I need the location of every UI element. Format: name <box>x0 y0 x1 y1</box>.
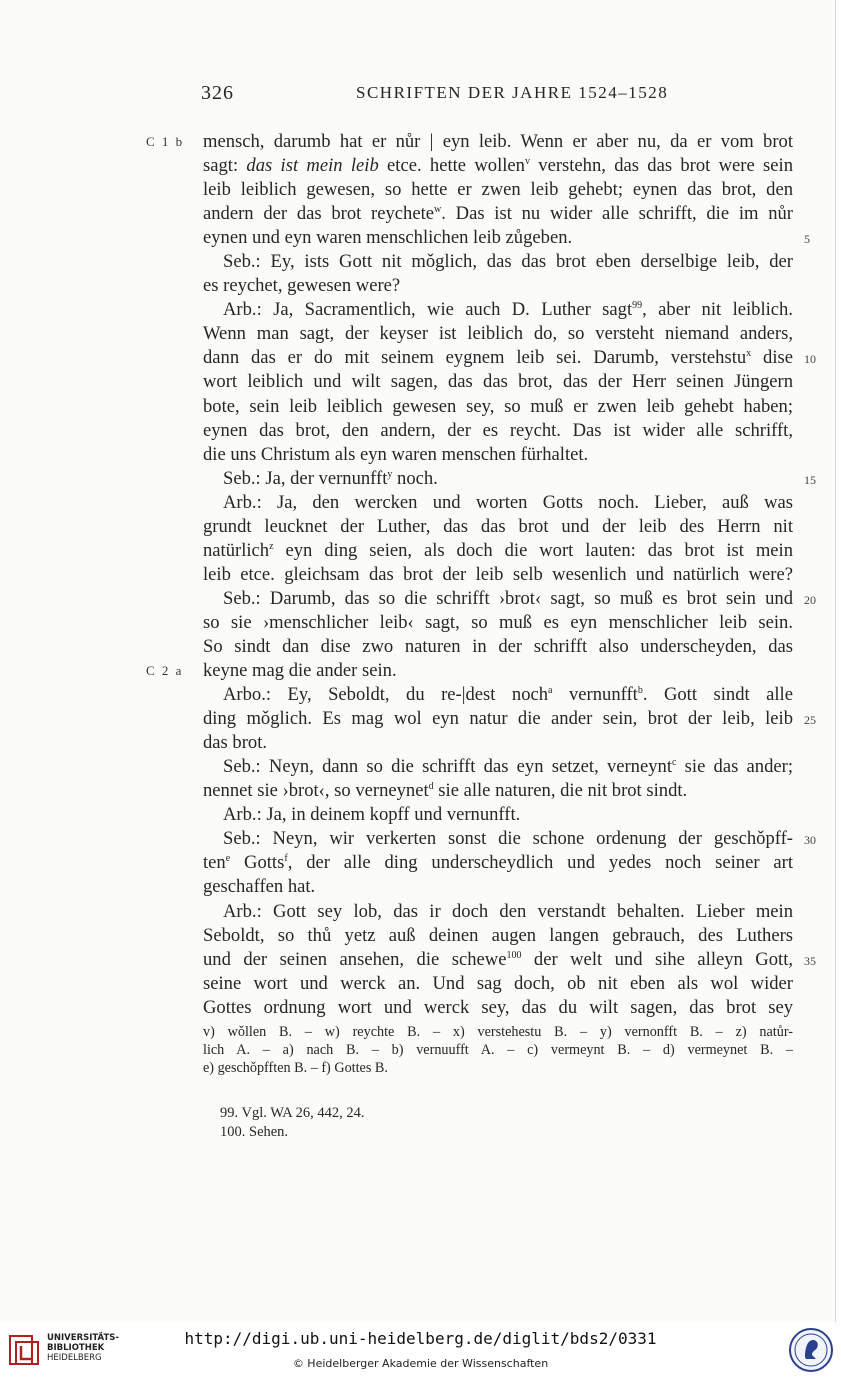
apparatus-line: e) geschǒpfften B. – f) Gottes B. <box>203 1060 388 1076</box>
text-line: die uns Christum als eyn waren menschen fürhaltet. <box>203 443 589 465</box>
line-number: 35 <box>804 953 816 968</box>
text-line: grundt leucknet der Luther, das das brot und der leib des Herrn nit <box>203 515 793 537</box>
signature-mark: C 1 b <box>146 134 185 149</box>
text-line: nennet sie ›brot‹, so verneynet$^d$ sie alle naturen, die nit brot sindt. <box>203 780 688 802</box>
text-line: Arb.: Gott sey lob, das ir doch den verstandt behalten. Lieber mein <box>223 900 793 922</box>
footnote: 100. Sehen. <box>220 1124 289 1140</box>
copyright-notice: © Heidelberger Akademie der Wissenschaften <box>292 1357 549 1370</box>
text-line: Arb.: Ja, in deinem kopff und vernunfft. <box>223 804 521 826</box>
critical-apparatus <box>203 1023 793 1077</box>
text-line: Arb.: Ja, Sacramentlich, wie auch D. Luther sagt$^{99}$, aber nit leiblich. <box>223 299 793 321</box>
signature-mark: C 2 a <box>146 663 184 679</box>
text-line: ten$^e$ Gotts$^f$, der alle ding underscheydlich und yedes noch seiner art <box>203 852 793 874</box>
text-line: dann das er do mit seinem eygnem leib sei. Darumb, verstehstu$^x$ dise <box>203 347 793 369</box>
text-line: Gottes ordnung wort und werck sey, das du wilt sagen, das brot sey <box>203 996 793 1018</box>
line-number: 25 <box>804 713 816 728</box>
text-line: eynen und eyn waren menschlichen leib zůgeben. <box>203 227 573 249</box>
text-line: und der seinen ansehen, die schewe$^{100}$ der welt und sihe alleyn Gott, <box>203 948 794 970</box>
text-line: Wenn man sagt, der keyser ist leiblich do, so versteht niemand anders, <box>203 323 793 345</box>
text-line: ding mǒglich. Es mag wol eyn natur die ander sein, brot der leib, leib <box>203 708 793 730</box>
text-line: natürlich$^z$ eyn ding seien, als doch die wort lauten: das brot ist mein <box>203 539 793 561</box>
line-number: 20 <box>804 592 816 607</box>
text-line: leib leiblich gewesen, so hette er zwen leib gehebt; eynen das brot, den <box>203 179 793 201</box>
page-number: 326 <box>201 82 234 104</box>
academy-seal-icon[interactable] <box>788 1327 834 1373</box>
text-line: mensch, darumb hat er nůr | eyn leib. Wenn er aber nu, da er vom brot <box>203 131 793 152</box>
text-line: keyne mag die ander sein. <box>203 660 397 682</box>
digital-copy-url[interactable]: http://digi.ub.uni-heidelberg.de/diglit/bds2/0331 <box>184 1329 657 1348</box>
text-line: wort leiblich und wilt sagen, das das brot, das der Herr seinen Jüngern <box>203 371 793 393</box>
text-line: Arb.: Ja, den wercken und worten Gotts noch. Lieber, auß was <box>223 491 793 513</box>
text-line: andern der das brot reychete$^w$. Das ist nu wider alle schrifft, die im nůr <box>203 203 793 225</box>
running-head <box>0 82 835 112</box>
text-line: geschaffen hat. <box>203 876 316 898</box>
text-line: bote, sein leib leiblich gewesen sey, so muß er zwen leib gehebt haben; <box>203 395 793 417</box>
digitization-footer <box>0 1322 841 1379</box>
line-number: 30 <box>804 833 816 848</box>
line-number: 5 <box>804 232 810 247</box>
footnotes <box>220 1104 364 1142</box>
text-line: so sie ›menschlicher leib‹ sagt, so muß es eyn menschlicher leib sein. <box>203 611 793 633</box>
text-line: sagt: das ist mein leib etce. hette wollen$^v$ verstehn, das das brot were sein <box>203 155 793 177</box>
line-number: 15 <box>804 472 816 487</box>
library-name[interactable]: UNIVERSITÄTS- BIBLIOTHEK HEIDELBERG <box>47 1333 119 1363</box>
text-line: So sindt dan dise zwo naturen in der schrifft also underscheyden, das <box>203 635 793 657</box>
text-line: seine wort und werck an. Und sag doch, ob nit eben als wol wider <box>203 972 793 994</box>
text-line: eynen das brot, den andern, der es reycht. Das ist wider alle schrifft, <box>203 419 793 441</box>
line-number: 10 <box>804 352 816 367</box>
text-line: Arbo.: Ey, Seboldt, du re-|dest noch$^a$ vernunfft$^b$. Gott sindt alle <box>223 684 793 706</box>
text-line: Seb.: Darumb, das so die schrifft ›brot‹ sagt, so muß es brot sein und <box>223 587 793 609</box>
text-line: Seb.: Neyn, wir verkerten sonst die schone ordenung der geschǒpff- <box>223 828 793 850</box>
apparatus-line: lich A. – a) nach B. – b) vernuufft A. – c) vermeynt B. – d) vermeynet B. – <box>203 1042 793 1058</box>
apparatus-line: v) wǒllen B. – w) reychte B. – x) verstehestu B. – y) vernonfft B. – z) natůr- <box>203 1024 793 1040</box>
text-line: Seb.: Ja, der vernunfft$^y$ noch. <box>223 467 438 489</box>
text-line: Seboldt, so thů yetz auß deinen augen langen gebrauch, des Luthers <box>203 924 793 946</box>
main-text <box>203 130 793 1020</box>
footnote: 99. Vgl. WA 26, 442, 24. <box>220 1105 365 1121</box>
text-line: Seb.: Ey, ists Gott nit mǒglich, das das brot eben derselbige leib, der <box>223 251 793 273</box>
running-title: SCHRIFTEN DER JAHRE 1524–1528 <box>356 83 669 102</box>
text-line: Seb.: Neyn, dann so die schrifft das eyn setzet, verneynt$^c$ sie das ander; <box>223 756 794 778</box>
text-line: es reychet, gewesen were? <box>203 275 401 297</box>
text-line: leib etce. gleichsam das brot der leib selb wesenlich und natürlich were? <box>203 563 793 585</box>
text-line: das brot. <box>203 732 268 754</box>
